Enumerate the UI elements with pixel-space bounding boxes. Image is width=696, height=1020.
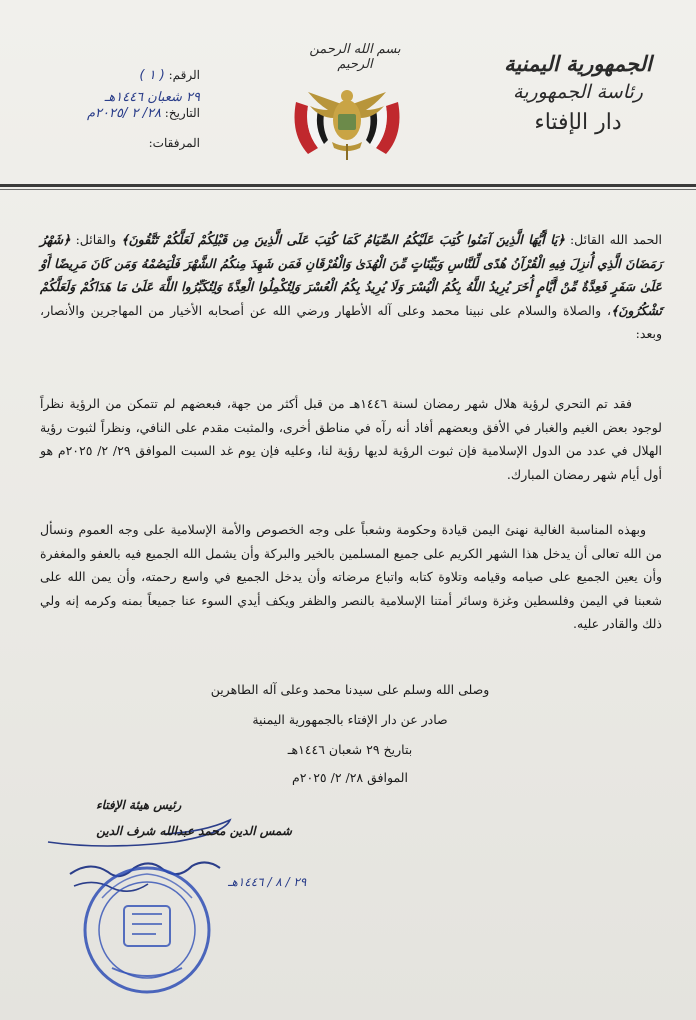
fatwa-house-name: دار الإفتاء	[534, 110, 622, 135]
opening-paragraph	[40, 228, 662, 346]
closing-hijri-date: بتاريخ ٢٩ شعبان ١٤٤٦هـ	[287, 742, 413, 757]
header-divider-thin	[0, 189, 696, 190]
handwritten-date: ٢٩ / ٨ / ١٤٤٦هـ	[228, 875, 307, 889]
ref-label: الرقم:	[168, 68, 200, 82]
yemen-eagle-emblem	[288, 84, 406, 164]
congratulation-paragraph: وبهذه المناسبة الغالية نهنئ اليمن قيادة وحكومة وشعباً على وجه الخصوص والأمة الإسلامية على وجه العموم ونسأل من الله تعالى أن يدخل هذا الشهر الكريم على جميع المسلمين بالخير والبركة وأن يشمل الله الجميع فيه بالعفو والمغفرة وأن يعين الجميع على صيامه وقيامه وتلاوة كتابه واتباع مرضاته وأن يدخل الجميع في واسع رحمته، وأن يمن الله على شعبنا في اليمن وفلسطين وغزة وسائر أمتنا الإسلامية بالنصر والظفر ويكف أيدي السوء عنا جميعاً بمنه وكرمه إنه ولي ذلك والقادر عليه.	[40, 522, 662, 632]
header-divider	[0, 184, 696, 187]
quran-verse: ﴿شَهْرُ رَمَضَانَ الَّذِي أُنزِلَ فِيهِ الْقُرْآنُ هُدًى لِّلنَّاسِ وَبَيِّنَاتٍ مِّنَ الْهُدَىٰ وَالْفُرْقَانِ فَمَن شَهِدَ مِنكُمُ الشَّهْرَ فَلْيَصُمْهُ وَمَن كَانَ مَرِيضًا أَوْ عَلَىٰ سَفَرٍ فَعِدَّةٌ مِّنْ أَيَّامٍ أُخَرَ يُرِيدُ اللَّهُ بِكُمُ الْيُسْرَ وَلَا يُرِيدُ بِكُمُ الْعُسْرَ وَلِتُكْمِلُوا الْعِدَّةَ وَلِتُكَبِّرُوا اللَّهَ عَلَىٰ مَا هَدَاكُمْ وَلَعَلَّكُمْ تَشْكُرُونَ﴾	[40, 232, 662, 318]
hijri-date-value: ٢٩ شعبان ١٤٤٦هـ	[104, 90, 200, 105]
ref-number-row	[40, 64, 200, 86]
issuer-header	[498, 50, 658, 140]
attachments-label: المرفقات:	[148, 136, 200, 150]
closing-gregorian-date: الموافق ٢٨/ ٢/ ٢٠٢٥م	[292, 770, 408, 785]
date-row	[40, 102, 200, 124]
quran-verse: ﴿يَا أَيُّهَا الَّذِينَ آمَنُوا كُتِبَ عَلَيْكُمُ الصِّيَامُ كَمَا كُتِبَ عَلَى الَّذِينَ مِن قَبْلِكُمْ لَعَلَّكُمْ تَتَّقُونَ﴾	[121, 232, 565, 247]
paragraph-text: ، والصلاة والسلام على نبينا محمد وعلى آله الأطهار ورضي الله عن أصحابه الأخيار من المهاجرين والأنصار، وبعد:	[40, 302, 662, 342]
reference-block	[40, 64, 200, 154]
republic-name: الجمهورية اليمنية	[504, 51, 652, 76]
closing-prayer: وصلى الله وسلم على سيدنا محمد وعلى آله الطاهرين	[210, 682, 490, 697]
paragraph-text: والقائل:	[70, 232, 122, 247]
presidency-name: رئاسة الجمهورية	[513, 81, 643, 103]
basmala: بسم الله الرحمن الرحيم	[309, 42, 401, 72]
closing-issuer: صادر عن دار الإفتاء بالجمهورية اليمنية	[252, 712, 448, 727]
official-stamp	[72, 858, 222, 998]
date-label: التاريخ:	[164, 106, 200, 120]
ref-value: ( ١ )	[139, 68, 165, 83]
attachments-row	[40, 132, 200, 154]
moon-sighting-paragraph: فقد تم التحري لرؤية هلال شهر رمضان لسنة ١٤٤٦هـ من قبل أكثر من جهة، فبعضهم لم تتمكن من الرؤية نظراً لوجود بعض الغيم والغبار في الأفق وبعضهم أفاد أنه رآه في مناطق أخرى، والمثبت مقدم على النافي، ونظراً لثبوت رؤية الهلال في عدد من الدول الإسلامية فإن ثبوت الرؤية لديها رؤية لنا، وعليه فإن يوم غد السبت الموافق ٢٩/ ٢/ ٢٠٢٥م هو أول أيام شهر رمضان المبارك.	[40, 396, 662, 482]
gregorian-date-value: ٢٨/ ٢ /٢٠٢٥م	[86, 106, 161, 121]
signatory-name: شمس الدين محمد عبدالله شرف الدين	[96, 824, 292, 838]
signatory-title: رئيس هيئة الإفتاء	[96, 798, 182, 812]
paragraph-text: الحمد الله القائل:	[564, 232, 663, 247]
